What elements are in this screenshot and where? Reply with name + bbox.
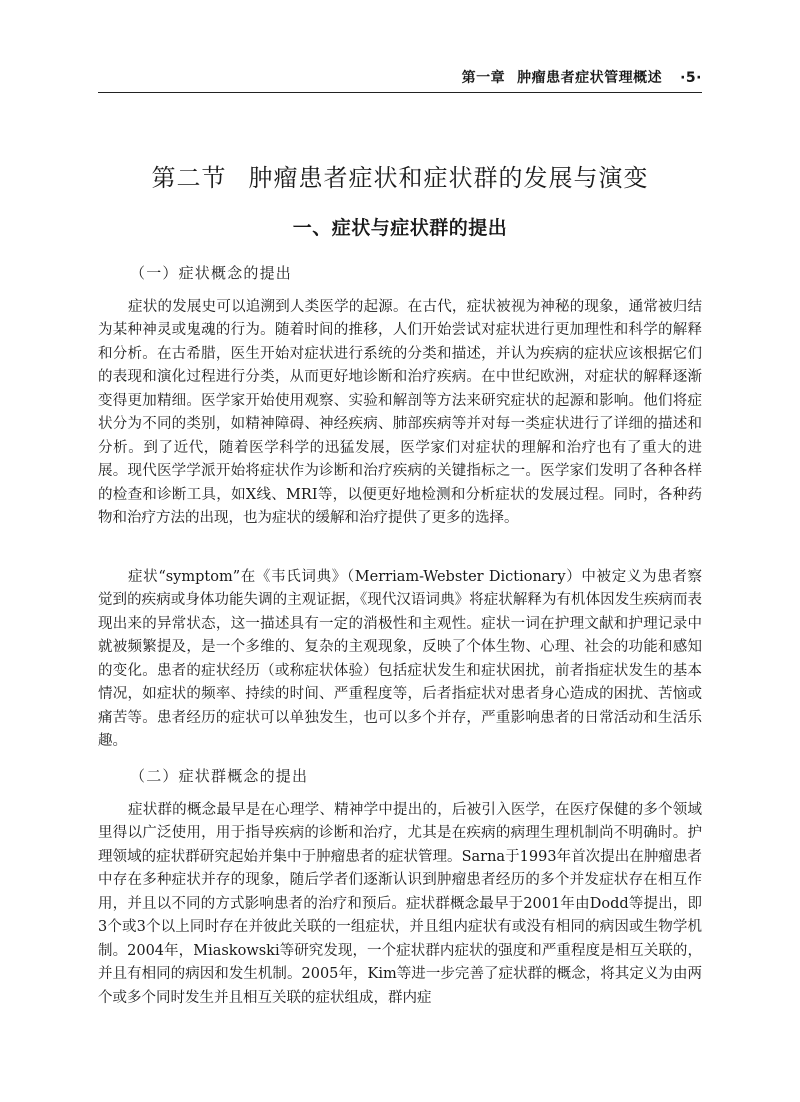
running-header <box>98 66 702 93</box>
chapter-number: 第一章 <box>461 70 506 86</box>
subsection-title: （二）症状群概念的提出 <box>130 767 309 785</box>
section-title <box>98 160 702 196</box>
paragraph: 症状“symptom”在《韦氏词典》（Merriam-Webster Dictionary）中被定义为患者察觉到的疾病或身体功能失调的主观证据，《现代汉语词典》将症状解释为有机体因发生疾病而表现出来的异常状态，这一描述具有一定的消极性和主观性。症状一词在护理文献和护理记录中就被频繁提及，是一个多维的、复杂的主观现象，反映了个体生物、心理、社会的功能和感知的变化。患者的症状经历（或称症状体验）包括症状发生和症状困扰，前者指症状发生的基本情况，如症状的频率、持续的时间、严重程度等，后者指症状对患者身心造成的困扰、苦恼或痛苦等。患者经历的症状可以单独发生，也可以多个并存，严重影响患者的日常活动和生活乐趣。 <box>98 569 702 750</box>
page-number: ·5· <box>680 70 702 86</box>
section-number: 第二节 <box>151 164 227 192</box>
section-heading: 肿瘤患者症状和症状群的发展与演变 <box>248 164 649 192</box>
part-title: 一、症状与症状群的提出 <box>292 217 508 239</box>
chapter-title: 肿瘤患者症状管理概述 <box>517 70 663 86</box>
subsection-title: （一）症状概念的提出 <box>130 264 293 282</box>
paragraph: 症状的发展史可以追溯到人类医学的起源。在古代，症状被视为神秘的现象，通常被归结为某种神灵或鬼魂的行为。随着时间的推移，人们开始尝试对症状进行更加理性和科学的解释和分析。在古希腊，医生开始对症状进行系统的分类和描述，并认为疾病的症状应该根据它们的表现和演化过程进行分类，从而更好地诊断和治疗疾病。在中世纪欧洲，对症状的解释逐渐变得更加精细。医学家开始使用观察、实验和解剖等方法来研究症状的起源和影响。他们将症状分为不同的类别，如精神障碍、神经疾病、肺部疾病等并对每一类症状进行了详细的描述和分析。到了近代，随着医学科学的迅猛发展，医学家们对症状的理解和治疗也有了重大的进展。现代医学学派开始将症状作为诊断和治疗疾病的关键指标之一。医学家们发明了各种各样的检查和诊断工具，如X线、MRI等，以便更好地检测和分析症状的发展过程。同时，各种药物和治疗方法的出现，也为症状的缓解和治疗提供了更多的选择。 <box>98 299 702 527</box>
paragraph: 症状群的概念最早是在心理学、精神学中提出的，后被引入医学，在医疗保健的多个领域里得以广泛使用，用于指导疾病的诊断和治疗，尤其是在疾病的病理生理机制尚不明确时。护理领域的症状群研究起始并集中于肿瘤患者的症状管理。Sarna于1993年首次提出在肿瘤患者中存在多种症状并存的现象，随后学者们逐渐认识到肿瘤患者经历的多个并发症状存在相互作用，并且以不同的方式影响患者的治疗和预后。症状群概念最早于2001年由Dodd等提出，即3个或3个以上同时存在并彼此关联的一组症状，并且组内症状有或没有相同的病因或生物学机制。2004年，Miaskowski等研究发现，一个症状群内症状的强度和严重程度是相互关联的，并且有相同的病因和发生机制。2005年，Kim等进一步完善了症状群的概念，将其定义为由两个或多个同时发生并且相互关联的症状组成，群内症 <box>98 802 702 1006</box>
